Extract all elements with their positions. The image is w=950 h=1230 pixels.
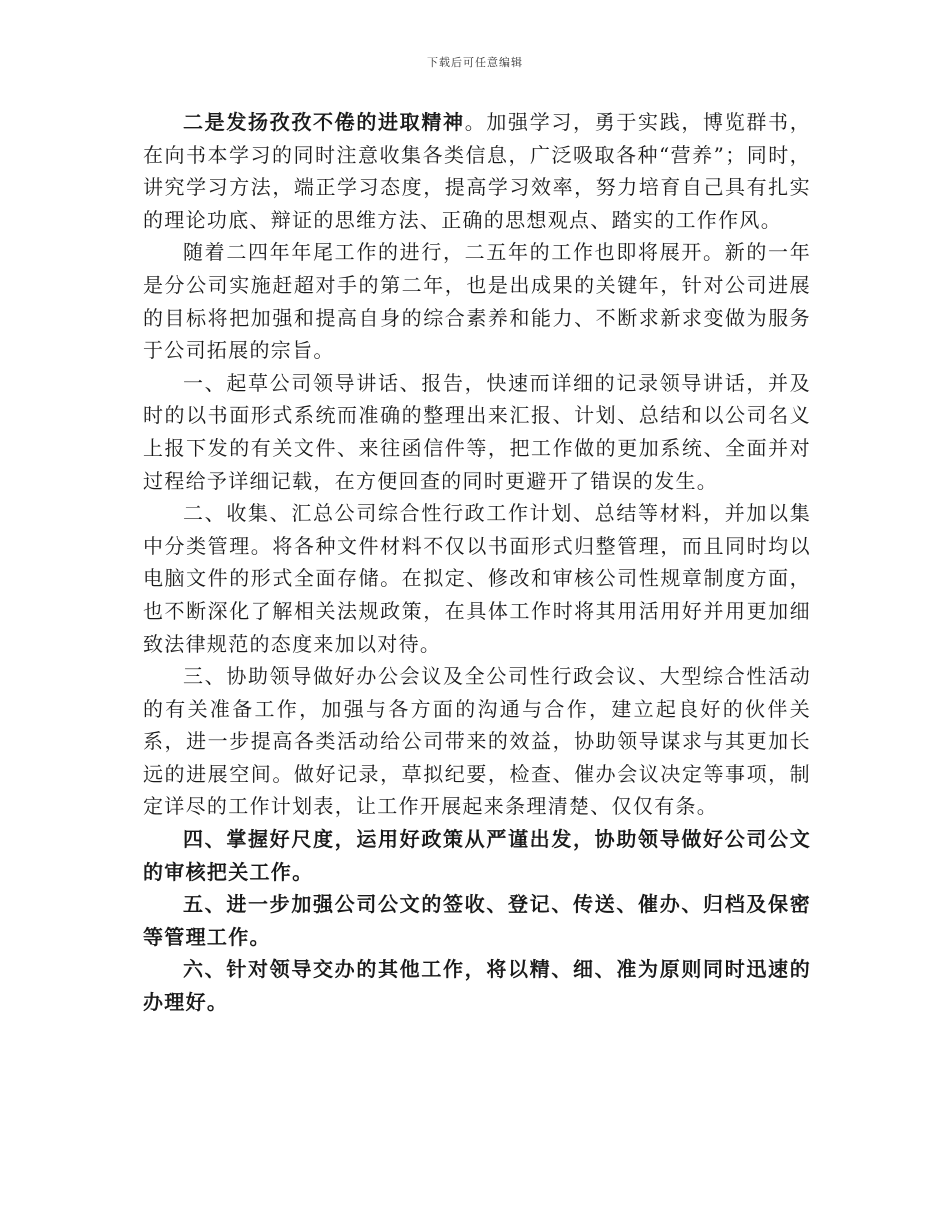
paragraph-text: 随着二四年年尾工作的进行，二五年的工作也即将展开。新的一年是分公司实施赶超对手的第二年，也是出成果的关键年，针对公司进展的目标将把加强和提高自身的综合素养和能力、不断求新求变做为服务于公司拓展的宗旨。 xyxy=(143,240,811,363)
paragraph-lead: 四、掌握好尺度，运用好政策从严谨出发，协助领导做好公司公文的审核把关工作。 xyxy=(143,827,811,884)
page-header: 下载后可任意编辑 xyxy=(427,56,523,69)
paragraph-text: 三、协助领导做好办公会议及全公司性行政会议、大型综合性活动的有关准备工作，加强与各方面的沟通与合作，建立起良好的伙伴关系，进一步提高各类活动给公司带来的效益，协助领导谋求与其更加长远的进展空间。做好记录，草拟纪要，检查、催办会议决定等事项，制定详尽的工作计划表，让工作开展起来条理清楚、仅仅有条。 xyxy=(143,664,811,819)
paragraph-item-1 xyxy=(143,367,811,497)
paragraph-item-6 xyxy=(143,953,811,1018)
paragraph-text: 一、起草公司领导讲话、报告，快速而详细的记录领导讲话，并及时的以书面形式系统而准确的整理出来汇报、计划、总结和以公司名义上报下发的有关文件、来往函信件等，把工作做的更加系统、全面并对过程给予详细记载，在方便回查的同时更避开了错误的发生。 xyxy=(143,370,811,493)
paragraph-lead: 二是发扬孜孜不倦的进取精神 xyxy=(183,110,465,134)
paragraph-lead: 五、进一步加强公司公文的签收、登记、传送、催办、归档及保密等管理工作。 xyxy=(143,892,811,949)
paragraph-text: 。加强学习，勇于实践，博览群书，在向书本学习的同时注意收集各类信息，广泛吸取各种“营养”；同时，讲究学习方法，端正学习态度，提高学习效率，努力培育自己具有扎实的理论功底、辩证的思维方法、正确的思想观点、踏实的工作作风。 xyxy=(143,110,811,232)
document-body xyxy=(143,106,811,1019)
paragraph-item-2 xyxy=(143,497,811,660)
paragraph-new-year xyxy=(143,236,811,366)
paragraph-lead: 六、针对领导交办的其他工作，将以精、细、准为原则同时迅速的办理好。 xyxy=(143,957,811,1015)
paragraph-text: 二、收集、汇总公司综合性行政工作计划、总结等材料，并加以集中分类管理。将各种文件材料不仅以书面形式归整管理，而且同时均以电脑文件的形式全面存储。在拟定、修改和审核公司性规章制度方面，也不断深化了解相关法规政策，在具体工作时将其用活用好并用更加细致法律规范的态度来加以对待。 xyxy=(143,501,811,656)
paragraph-spirit xyxy=(143,106,811,236)
paragraph-item-3 xyxy=(143,660,811,823)
paragraph-item-4 xyxy=(143,823,811,888)
paragraph-item-5 xyxy=(143,888,811,953)
